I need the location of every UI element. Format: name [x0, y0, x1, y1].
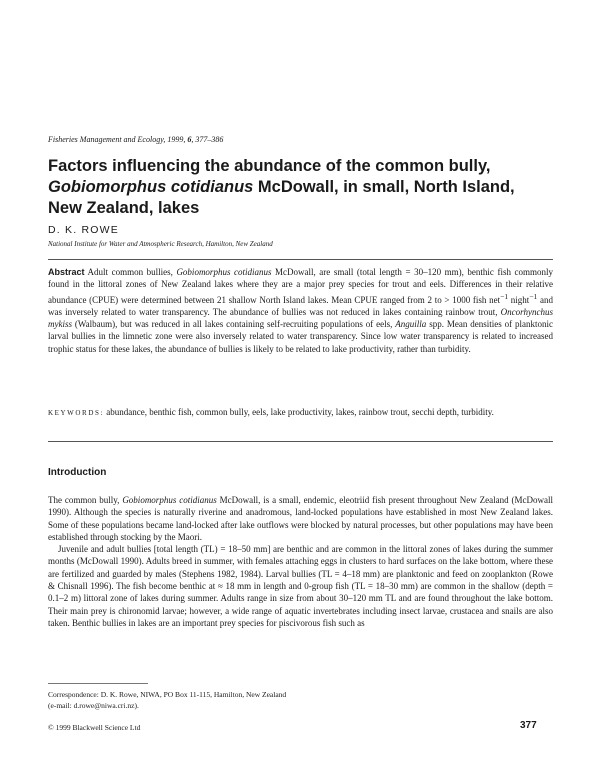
divider-bottom: [48, 441, 553, 442]
abstract: Abstract Adult common bullies, Gobiomorphus cotidianus McDowall, are small (total length = 30–120 mm), benthic fish commonly found in the littoral zones of New Zealand lakes where they are a major prey species for trout and eels. Differences in their relative abundance (CPUE) were determined between 21 shallow North Island lakes. Mean CPUE ranged from 2 to > 1000 fish net$^{-1}$ night$^{-1}$ and was inversely related to water transparency. The abundance of bullies was not reduced in lakes containing rainbow trout, Oncorhynchus mykiss (Walbaum), but was reduced in all lakes containing self-recruiting populations of eels, Anguilla spp. Mean densities of planktonic larval bullies in the limnetic zone were also inversely related to water transparency. Since low water transparency is related to increased trophic status for these lakes, the abundance of bullies is likely to be related to lake productivity, rather than turbidity.: [48, 267, 553, 354]
author-name: D. K. ROWE: [48, 224, 119, 236]
paper-title: Factors influencing the abundance of the common bully, Gobiomorphus cotidianus McDowall, in small, North Island, New Zealand, lakes: [48, 157, 515, 217]
author-affiliation: National Institute for Water and Atmospheric Research, Hamilton, New Zealand: [48, 240, 273, 248]
correspondence-note: Correspondence: D. K. Rowe, NIWA, PO Box 11-115, Hamilton, New Zealand (e-mail: d.rowe@niwa.cri.nz).: [48, 690, 287, 710]
intro-body: [48, 494, 553, 629]
copyright-notice: © 1999 Blackwell Science Ltd: [48, 723, 141, 732]
journal-year: , 1999,: [163, 135, 188, 144]
divider-top: [48, 259, 553, 260]
keywords-label: KEYWORDS:: [48, 409, 105, 417]
journal-name: Fisheries Management and Ecology: [48, 135, 164, 144]
journal-citation: [48, 135, 223, 144]
title-species: Gobiomorphus cotidianus: [48, 178, 254, 196]
abstract-heading: Abstract: [48, 267, 85, 277]
footnote-divider: [48, 683, 148, 684]
intro-paragraph: The common bully, Gobiomorphus cotidianus McDowall, is a small, endemic, eleotriid fish present throughout New Zealand (McDowall 1990). Although the species is naturally riverine and anadromous, land-locked populations have established in most New Zealand lakes. Some of these populations became land-locked after lake outflows were blocked by natural processes, but other populations may have been established through stocking by the Maori.: [48, 495, 553, 542]
section-heading: Introduction: [48, 467, 107, 478]
intro-paragraph: Juvenile and adult bullies [total length (TL) = 18–50 mm] are benthic and are common in the littoral zones of lakes during the summer months (McDowall 1990). Adults breed in summer, with females attaching eggs in clusters to hard surfaces on the lake bottom, where these are fertilized and guarded by males (Stephens 1982, 1984). Larval bullies (TL = 4–18 mm) are planktonic and feed on zooplankton (Rowe & Chisnall 1996). The fish become benthic at ≈ 18 mm in length and 0-group fish (TL = 18–30 mm) are common in the shallow (depth = 0.1–2 m) littoral zone of lakes during summer. Adults range in size from about 30–120 mm TL and are found throughout the lake bottom. Their main prey is chironomid larvae; however, a wide range of aquatic invertebrates including insect larvae, crustacea and snails are also taken. Benthic bullies in lakes are an important prey species for piscivorous fish such as: [48, 544, 553, 628]
journal-pages: , 377–386: [191, 135, 224, 144]
journal-volume: 6: [187, 135, 192, 144]
keywords-list: abundance, benthic fish, common bully, eels, lake productivity, lakes, rainbow trout, secchi depth, turbidity.: [104, 407, 494, 417]
keywords: [48, 406, 553, 419]
page-number: 377: [520, 720, 537, 731]
